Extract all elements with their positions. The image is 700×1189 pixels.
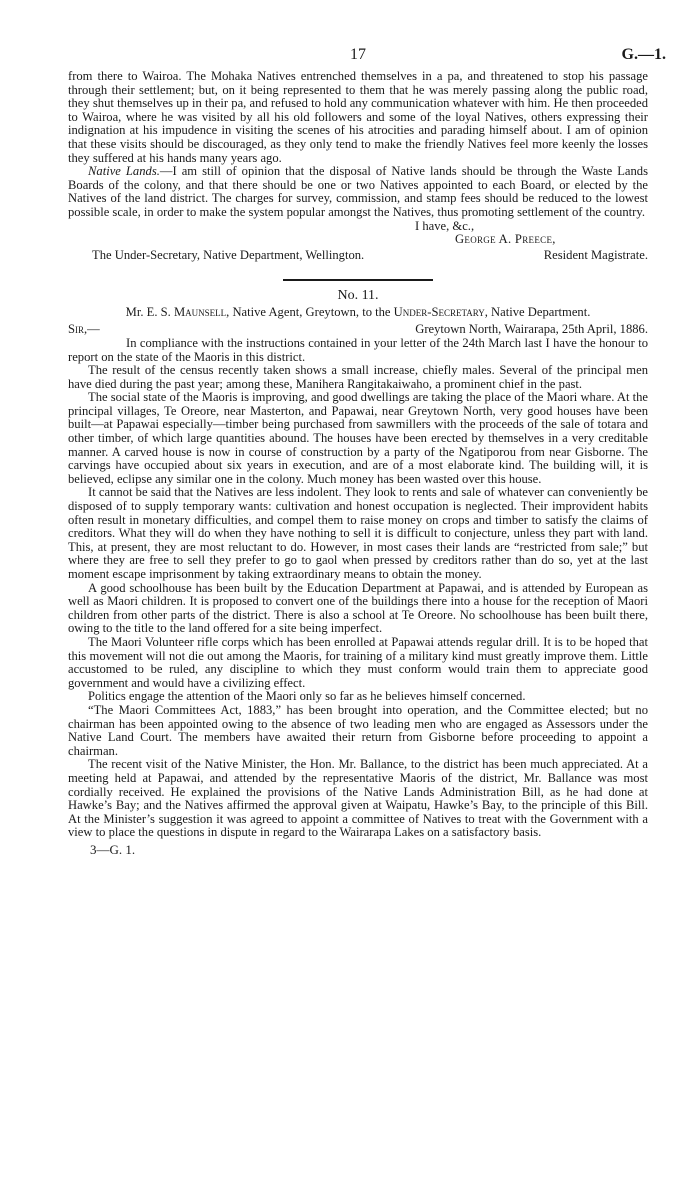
paragraph: from there to Wairoa. The Mohaka Natives entrenched themselves in a pa, and threatened to stop his passage through their settlement; but, on it being represented to them that he was merely passing along the public road, they shut themselves up in their pa, and refused to hold any communication whatever with him. He then proceeded to Wairoa, where he was visited by all his old followers and some of the loyal Natives, others expressing their indignation at his impudence in visiting the scenes of his atrocities and parading himself about. I am of opinion that these visits should be discouraged, as they only tend to make the friendly Natives feel more keenly the losses they suffered at his hands many years ago. — [68, 69, 648, 165]
salutation: Sir,— — [68, 321, 100, 336]
paragraph: “The Maori Committees Act, 1883,” has been brought into operation, and the Committee elected; but no chairman has been appointed owing to the absence of two leading men who are engaged as Assessors under the Native Land Court. The members have awaited their return from Gisborne before proceeding to appoint a chairman. — [68, 702, 648, 758]
heading-post: , Native Department. — [484, 305, 591, 320]
signature-mark: 3—G. 1. — [90, 841, 136, 857]
paragraph: The Maori Volunteer rifle corps which has been enrolled at Papawai attends regular drill. It is to be hoped that this movement will not die out among the Maoris, for training of a military kind must greatly improve them. Little accustomed to be ruled, any discipline to which they must conform would train them to appreciate good government and would have a civilizing effect. — [68, 634, 648, 690]
page-number: 17 — [350, 46, 366, 63]
signatory-title: Resident Magistrate. — [543, 247, 648, 262]
document-reference: G.—1. — [621, 46, 666, 63]
date-line: Greytown North, Wairarapa, 25th April, 1886. — [415, 321, 648, 336]
letter-heading — [92, 306, 624, 320]
paragraph: Politics engage the attention of the Maori only so far as he believes himself concerned. — [88, 689, 526, 704]
page-header — [68, 46, 666, 70]
addressee: The Under-Secretary, Native Department, Wellington. — [92, 247, 365, 262]
native-lands-paragraph — [68, 165, 648, 219]
paragraph: The result of the census recently taken shows a small increase, chiefly males. Several of the principal men have died during the past year; among these, Manihera Rangitakaiwaho, a prominent chief in the past. — [68, 363, 648, 391]
closing: I have, &c., — [415, 218, 475, 233]
heading-pre: Mr. E. S. — [125, 305, 174, 320]
heading-recipient: Under-Secretary — [393, 305, 485, 320]
heading-mid: , Native Agent, Greytown, to the — [226, 305, 394, 320]
signature: George A. Preece, — [455, 232, 556, 247]
letter-number: No. 11. — [337, 287, 379, 303]
native-lands-text: —I am still of opinion that the disposal of Native lands should be through the Waste Lands Boards of the colony, and that there should be one or two Natives appointed to each Board, or elected by the Natives of the land district. The charges for survey, commission, and stamp fees should be reduced to the lowest possible scale, in order to make the system popular amongst the Natives, thus promoting settlement of the country. — [68, 164, 648, 219]
native-lands-title: Native Lands. — [88, 164, 160, 179]
salutation-line — [68, 323, 648, 337]
section-divider — [283, 279, 433, 281]
paragraph: The recent visit of the Native Minister, the Hon. Mr. Ballance, to the district has been much appreciated. At a meeting held at Papawai, and attended by the representative Maoris of the district, Mr. Ballance was most cordially received. He explained the provisions of the Native Lands Administration Bill, as he had done at Hawke’s Bay; and the Natives affirmed the approval given at Waipatu, Hawke’s Bay, to the principle of this Bill. At the Minister’s suggestion it was agreed to appoint a committee of Natives to treat with the Government with a view to place the questions in dispute in regard to the Wairarapa Lakes on a satisfactory basis. — [68, 757, 648, 840]
paragraph: The social state of the Maoris is improving, and good dwellings are taking the place of the Maori whare. At the principal villages, Te Oreore, near Masterton, and Papawai, near Greytown North, very good houses have been built—at Papawai especially—timber being purchased from sawmillers with the proceeds of the sale of totara and other timber, of which large quantities abound. The houses have been erected by themselves in a very creditable manner. A carved house is now in course of construction by a party of the Ngatiporou from near Gisborne. The carvings have occupied about six years in execution, and are of a most elaborate kind. The building will, it is believed, eclipse any similar one in the colony. Much money has been wasted over this house. — [68, 390, 648, 486]
paragraph: It cannot be said that the Natives are less indolent. They look to rents and sale of whatever can conveniently be disposed of to supply temporary wants: cultivation and honest occupation is neglected. Their improvident habits often result in monetary difficulties, and compel them to raise money on crops and timber to satisfy the claims of creditors. What they will do when they have nothing to sell it is difficult to conjecture, unless they part with land. This, at present, they are most reluctant to do. However, in most cases their lands are “restricted from sale;” but where they are free to sell they prefer to go to gaol when pressed by creditors rather than do so, yet at the last moment escape imprisonment by taking extraordinary means to obtain the money. — [68, 485, 648, 581]
heading-name: Maunsell — [173, 305, 227, 320]
address-line — [68, 249, 648, 263]
paragraph: A good schoolhouse has been built by the Education Department at Papawai, and is attended by European as well as Maori children. It is proposed to convert one of the buildings there into a house for the reception of Maori children from other parts of the district. There is also a school at Te Oreore. No schoolhouse has been built there, owing to the title to the land offered for a site being imperfect. — [68, 580, 648, 636]
paragraph: In compliance with the instructions contained in your letter of the 24th March last I have the honour to report on the state of the Maoris in this district. — [68, 335, 648, 364]
document-page — [68, 46, 666, 857]
